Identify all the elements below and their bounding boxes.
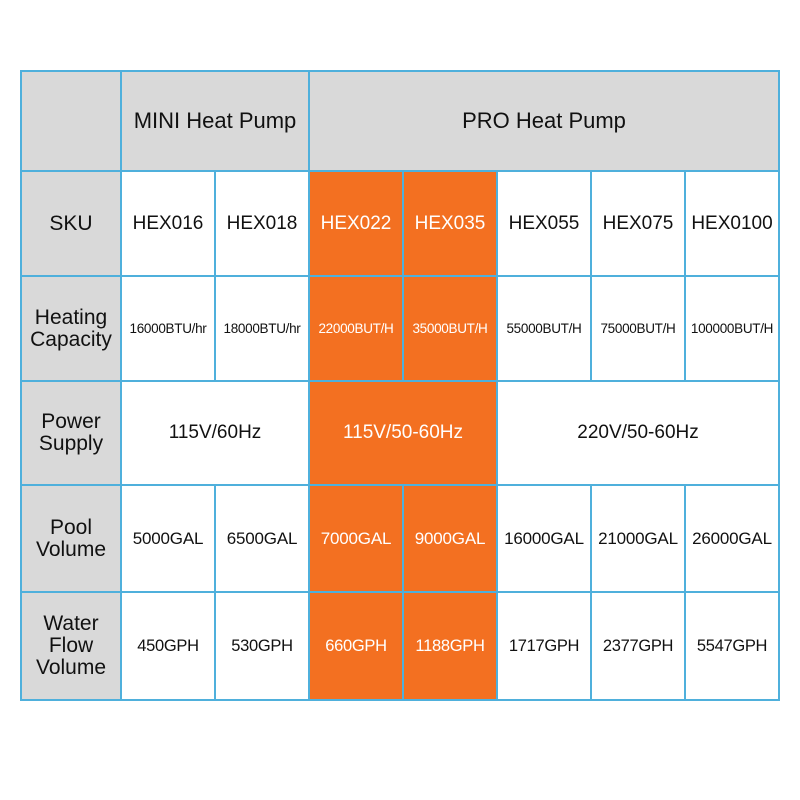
sku-cell: HEX075 [591, 171, 685, 276]
heating-capacity-cell: 100000BUT/H [685, 276, 779, 381]
sku-row-label: SKU [21, 171, 121, 276]
water-flow-cell-highlighted: 1188GPH [403, 592, 497, 700]
water-flow-cell: 530GPH [215, 592, 309, 700]
water-flow-cell: 2377GPH [591, 592, 685, 700]
sku-row [21, 171, 779, 276]
pool-volume-cell: 5000GAL [121, 485, 215, 592]
water-flow-volume-row-label: Water Flow Volume [21, 592, 121, 700]
power-supply-pro-cell: 220V/50-60Hz [497, 381, 779, 485]
heating-capacity-row [21, 276, 779, 381]
pool-volume-cell: 26000GAL [685, 485, 779, 592]
water-flow-cell: 1717GPH [497, 592, 591, 700]
water-flow-cell: 450GPH [121, 592, 215, 700]
heating-capacity-cell: 55000BUT/H [497, 276, 591, 381]
heating-capacity-cell: 16000BTU/hr [121, 276, 215, 381]
water-flow-cell: 5547GPH [685, 592, 779, 700]
header-row [21, 71, 779, 171]
pool-volume-cell: 6500GAL [215, 485, 309, 592]
sku-cell-highlighted: HEX022 [309, 171, 403, 276]
mini-heat-pump-header: MINI Heat Pump [121, 71, 309, 171]
pool-volume-row [21, 485, 779, 592]
pool-volume-cell-highlighted: 7000GAL [309, 485, 403, 592]
pool-volume-cell: 16000GAL [497, 485, 591, 592]
spec-table [20, 70, 780, 701]
heating-capacity-cell-highlighted: 22000BUT/H [309, 276, 403, 381]
power-supply-mini-cell: 115V/60Hz [121, 381, 309, 485]
sku-cell: HEX0100 [685, 171, 779, 276]
pool-volume-row-label: Pool Volume [21, 485, 121, 592]
power-supply-highlighted-cell: 115V/50-60Hz [309, 381, 497, 485]
sku-cell: HEX016 [121, 171, 215, 276]
water-flow-volume-row [21, 592, 779, 700]
power-supply-row [21, 381, 779, 485]
water-flow-cell-highlighted: 660GPH [309, 592, 403, 700]
pool-volume-cell-highlighted: 9000GAL [403, 485, 497, 592]
sku-cell: HEX055 [497, 171, 591, 276]
heating-capacity-cell: 75000BUT/H [591, 276, 685, 381]
heating-capacity-cell-highlighted: 35000BUT/H [403, 276, 497, 381]
heating-capacity-cell: 18000BTU/hr [215, 276, 309, 381]
power-supply-row-label: Power Supply [21, 381, 121, 485]
pro-heat-pump-header: PRO Heat Pump [309, 71, 779, 171]
sku-cell: HEX018 [215, 171, 309, 276]
heating-capacity-row-label: Heating Capacity [21, 276, 121, 381]
corner-cell [21, 71, 121, 171]
pool-volume-cell: 21000GAL [591, 485, 685, 592]
sku-cell-highlighted: HEX035 [403, 171, 497, 276]
